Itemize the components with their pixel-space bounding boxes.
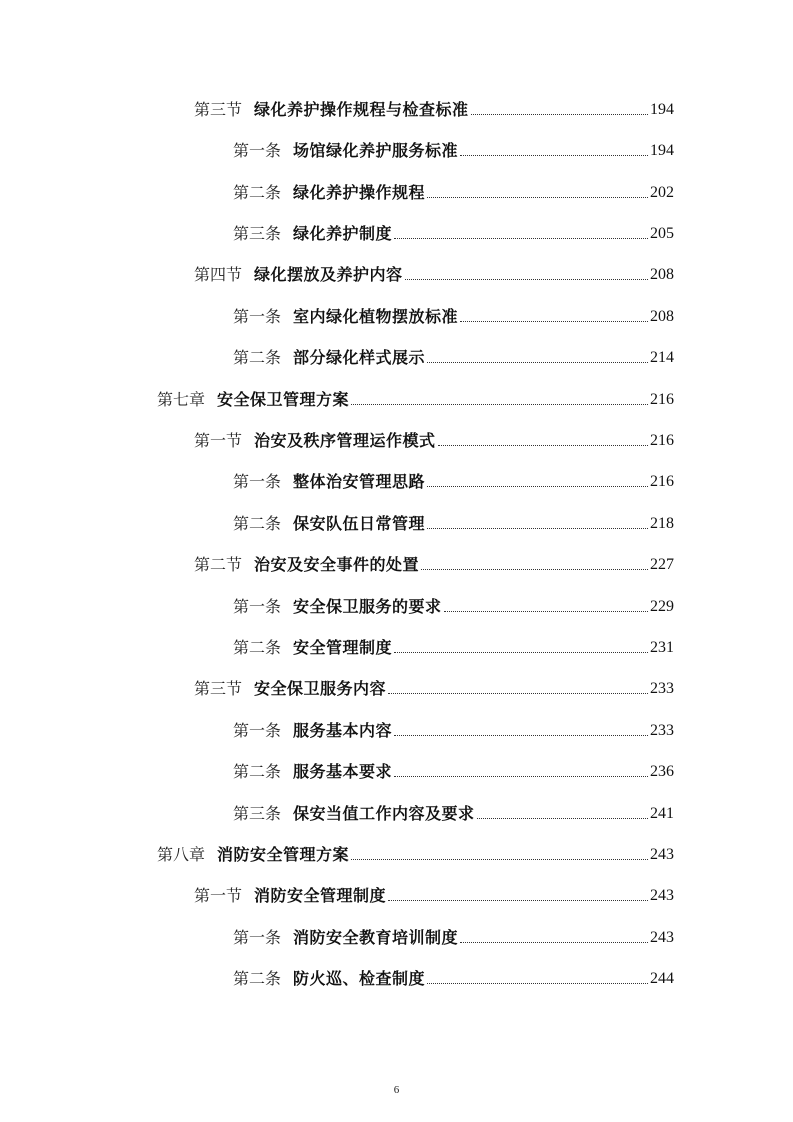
toc-entry[interactable] bbox=[233, 917, 674, 958]
toc-entry[interactable] bbox=[233, 710, 674, 751]
toc-entry-page: 208 bbox=[650, 266, 674, 283]
toc-entry[interactable] bbox=[194, 89, 674, 130]
dot-leader bbox=[427, 983, 648, 984]
toc-entry-title: 安全保卫服务的要求 bbox=[293, 597, 442, 616]
toc-entry-page: 218 bbox=[650, 515, 674, 532]
toc-entry-number: 第二节 bbox=[194, 555, 243, 574]
toc-entry-number: 第三节 bbox=[194, 100, 243, 119]
toc-entry[interactable] bbox=[157, 379, 674, 420]
toc-entry-title: 防火巡、检查制度 bbox=[293, 969, 426, 988]
toc-entry[interactable] bbox=[233, 503, 674, 544]
toc-entry-page: 214 bbox=[650, 349, 674, 366]
toc-entry-title: 绿化养护操作规程 bbox=[293, 183, 426, 202]
toc-entry-title: 安全保卫服务内容 bbox=[254, 679, 387, 698]
toc-entry[interactable] bbox=[194, 420, 674, 461]
toc-entry-number: 第一节 bbox=[194, 431, 243, 450]
toc-entry-title: 绿化养护操作规程与检查标准 bbox=[254, 100, 469, 119]
toc-entry-title: 治安及秩序管理运作模式 bbox=[254, 431, 436, 450]
toc-entry-page: 208 bbox=[650, 308, 674, 325]
toc-entry-title: 绿化养护制度 bbox=[293, 224, 393, 243]
toc-entry-title: 服务基本要求 bbox=[293, 762, 393, 781]
dot-leader bbox=[351, 859, 648, 860]
dot-leader bbox=[427, 486, 648, 487]
dot-leader bbox=[438, 445, 648, 446]
dot-leader bbox=[460, 321, 648, 322]
dot-leader bbox=[421, 569, 648, 570]
dot-leader bbox=[427, 362, 648, 363]
toc-entry-page: 216 bbox=[650, 391, 674, 408]
toc-entry-number: 第三条 bbox=[233, 224, 282, 243]
toc-entry-number: 第二条 bbox=[233, 183, 282, 202]
dot-leader bbox=[388, 900, 648, 901]
toc-entry-page: 194 bbox=[650, 101, 674, 118]
toc-entry-page: 243 bbox=[650, 887, 674, 904]
dot-leader bbox=[394, 238, 648, 239]
page-number: 6 bbox=[393, 1084, 400, 1096]
toc-entry-page: 202 bbox=[650, 184, 674, 201]
toc-entry-page: 231 bbox=[650, 639, 674, 656]
toc-entry[interactable] bbox=[233, 461, 674, 502]
toc-entry-number: 第一条 bbox=[233, 472, 282, 491]
toc-entry-page: 194 bbox=[650, 142, 674, 159]
toc-entry[interactable] bbox=[233, 172, 674, 213]
toc-entry-title: 服务基本内容 bbox=[293, 721, 393, 740]
dot-leader bbox=[394, 776, 648, 777]
dot-leader bbox=[394, 652, 648, 653]
toc-entry-page: 233 bbox=[650, 722, 674, 739]
toc-entry[interactable] bbox=[233, 751, 674, 792]
toc-entry[interactable] bbox=[194, 544, 674, 585]
toc-entry-title: 场馆绿化养护服务标准 bbox=[293, 141, 459, 160]
dot-leader bbox=[477, 818, 648, 819]
toc-entry-number: 第三节 bbox=[194, 679, 243, 698]
toc-entry[interactable] bbox=[233, 130, 674, 171]
toc-entry-number: 第七章 bbox=[157, 390, 206, 409]
dot-leader bbox=[427, 197, 648, 198]
toc-entry-title: 部分绿化样式展示 bbox=[293, 348, 426, 367]
toc-entry[interactable] bbox=[233, 958, 674, 999]
toc-entry-number: 第一节 bbox=[194, 886, 243, 905]
dot-leader bbox=[427, 528, 648, 529]
toc-entry-title: 保安当值工作内容及要求 bbox=[293, 804, 475, 823]
toc-entry[interactable] bbox=[233, 213, 674, 254]
toc-entry-number: 第一条 bbox=[233, 307, 282, 326]
toc-entry[interactable] bbox=[157, 834, 674, 875]
toc-entry-number: 第八章 bbox=[157, 845, 206, 864]
toc-entry-page: 227 bbox=[650, 556, 674, 573]
toc-entry[interactable] bbox=[233, 586, 674, 627]
toc-entry-number: 第二条 bbox=[233, 969, 282, 988]
dot-leader bbox=[460, 942, 648, 943]
toc-entry-page: 205 bbox=[650, 225, 674, 242]
toc-entry-title: 绿化摆放及养护内容 bbox=[254, 265, 403, 284]
dot-leader bbox=[405, 279, 648, 280]
dot-leader bbox=[388, 693, 648, 694]
toc-entry-title: 消防安全管理方案 bbox=[217, 845, 350, 864]
toc-entry-number: 第四节 bbox=[194, 265, 243, 284]
toc-entry[interactable] bbox=[194, 254, 674, 295]
toc-entry-page: 216 bbox=[650, 473, 674, 490]
toc-entry-number: 第一条 bbox=[233, 721, 282, 740]
toc-entry-page: 233 bbox=[650, 680, 674, 697]
dot-leader bbox=[460, 155, 648, 156]
toc-entry-page: 236 bbox=[650, 763, 674, 780]
dot-leader bbox=[444, 611, 648, 612]
toc-entry-title: 治安及安全事件的处置 bbox=[254, 555, 420, 574]
toc-entry-title: 消防安全教育培训制度 bbox=[293, 928, 459, 947]
toc-entry-page: 241 bbox=[650, 805, 674, 822]
toc-entry-title: 保安队伍日常管理 bbox=[293, 514, 426, 533]
toc-entry-number: 第一条 bbox=[233, 141, 282, 160]
toc-entry[interactable] bbox=[194, 668, 674, 709]
toc-entry-number: 第一条 bbox=[233, 928, 282, 947]
toc-entry-number: 第二条 bbox=[233, 638, 282, 657]
toc-entry-page: 243 bbox=[650, 929, 674, 946]
dot-leader bbox=[351, 404, 648, 405]
toc-entry-title: 安全保卫管理方案 bbox=[217, 390, 350, 409]
dot-leader bbox=[471, 114, 648, 115]
toc-entry-title: 消防安全管理制度 bbox=[254, 886, 387, 905]
toc-entry-number: 第二条 bbox=[233, 762, 282, 781]
toc-entry[interactable] bbox=[233, 627, 674, 668]
toc-entry[interactable] bbox=[233, 793, 674, 834]
toc-entry-page: 229 bbox=[650, 598, 674, 615]
toc-entry-number: 第二条 bbox=[233, 514, 282, 533]
toc-entry-title: 整体治安管理思路 bbox=[293, 472, 426, 491]
toc-entry-page: 216 bbox=[650, 432, 674, 449]
toc-entry-page: 243 bbox=[650, 846, 674, 863]
dot-leader bbox=[394, 735, 648, 736]
toc-entry-page: 244 bbox=[650, 970, 674, 987]
toc-entry-number: 第二条 bbox=[233, 348, 282, 367]
toc-entry[interactable] bbox=[194, 875, 674, 916]
toc-entry-title: 安全管理制度 bbox=[293, 638, 393, 657]
toc-entry-number: 第三条 bbox=[233, 804, 282, 823]
toc-entry[interactable] bbox=[233, 337, 674, 378]
toc-entry[interactable] bbox=[233, 296, 674, 337]
toc-entry-number: 第一条 bbox=[233, 597, 282, 616]
toc-entry-title: 室内绿化植物摆放标准 bbox=[293, 307, 459, 326]
